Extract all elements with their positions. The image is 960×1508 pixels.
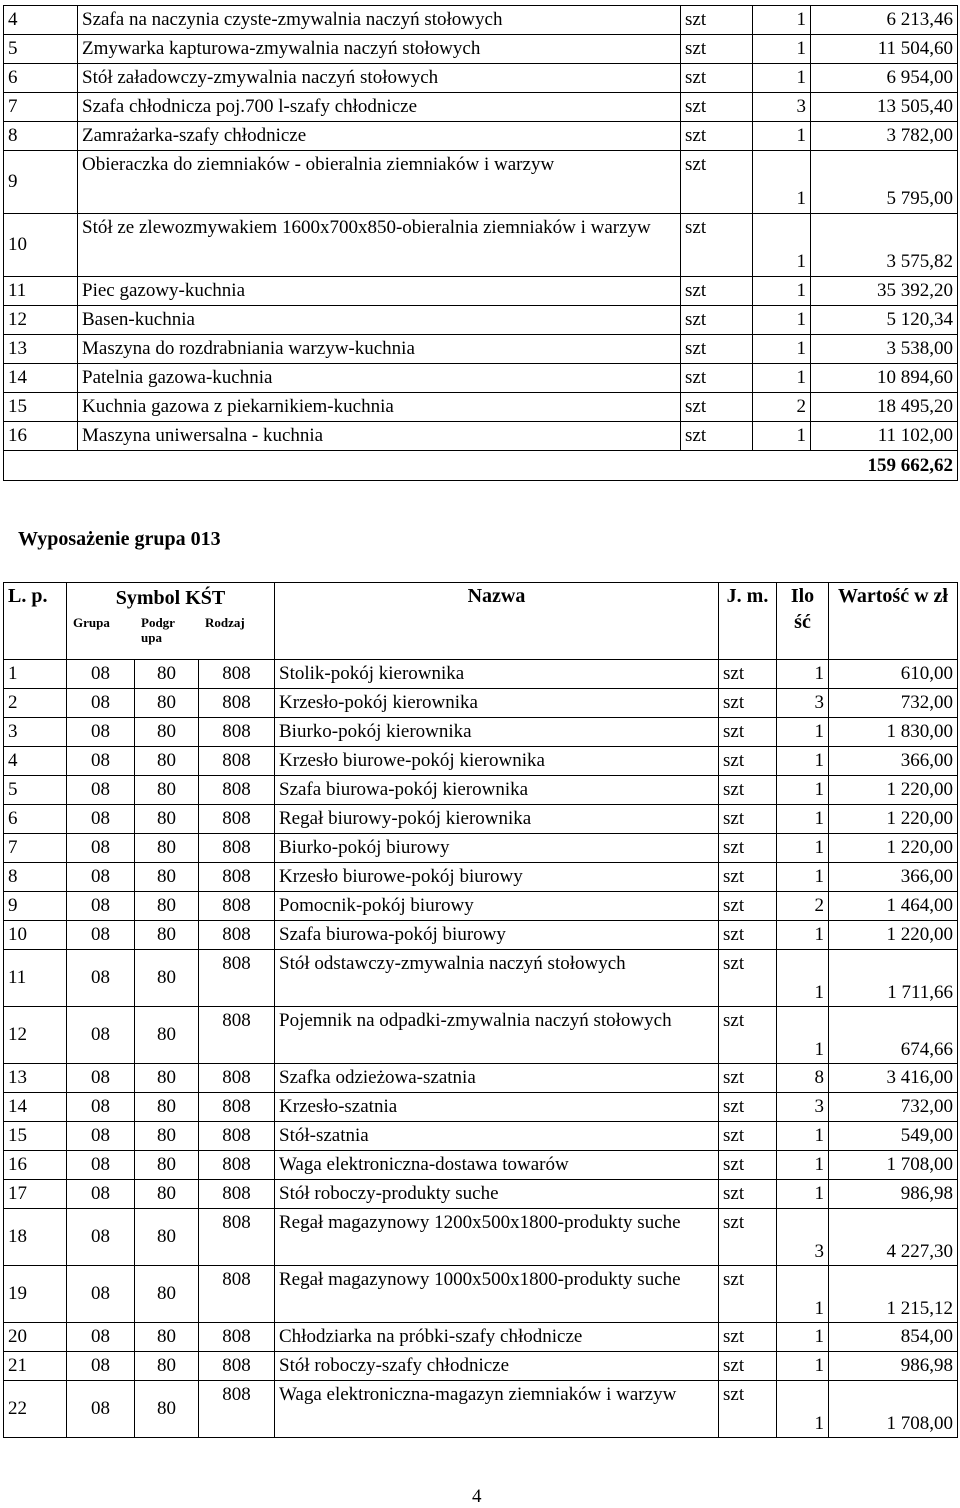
podgrupa-code: 80 [135, 776, 199, 805]
quantity: 1 [753, 35, 811, 64]
grupa-code: 08 [67, 1323, 135, 1352]
quantity: 1 [777, 1352, 829, 1381]
item-name: Chłodziarka na próbki-szafy chłodnicze [275, 1323, 719, 1352]
grupa-code: 08 [67, 1151, 135, 1180]
table-row [4, 747, 958, 776]
rodzaj-code: 808 [199, 1064, 275, 1093]
grupa-code: 08 [67, 1007, 135, 1064]
rodzaj-code: 808 [199, 950, 275, 1007]
quantity: 1 [777, 805, 829, 834]
quantity: 1 [753, 277, 811, 306]
item-name: Szafa chłodnicza poj.700 l-szafy chłodnicze [78, 93, 681, 122]
item-name: Krzesło-pokój kierownika [275, 689, 719, 718]
rodzaj-code: 808 [199, 892, 275, 921]
value: 6 954,00 [811, 64, 958, 93]
item-name: Krzesło biurowe-pokój biurowy [275, 863, 719, 892]
table-row [4, 921, 958, 950]
item-name: Krzesło biurowe-pokój kierownika [275, 747, 719, 776]
grupa-code: 08 [67, 1064, 135, 1093]
row-number: 15 [4, 393, 78, 422]
row-number: 12 [4, 1007, 67, 1064]
rodzaj-code: 808 [199, 1007, 275, 1064]
value: 3 416,00 [829, 1064, 958, 1093]
quantity: 1 [777, 834, 829, 863]
value: 986,98 [829, 1180, 958, 1209]
quantity: 2 [753, 393, 811, 422]
value: 674,66 [829, 1007, 958, 1064]
row-number: 3 [4, 718, 67, 747]
podgrupa-code: 80 [135, 1093, 199, 1122]
unit: szt [681, 122, 753, 151]
value: 1 215,12 [829, 1266, 958, 1323]
podgrupa-code: 80 [135, 1266, 199, 1323]
quantity: 1 [753, 6, 811, 35]
unit: szt [719, 1180, 777, 1209]
quantity: 1 [777, 1007, 829, 1064]
rodzaj-code: 808 [199, 776, 275, 805]
table-row [4, 1064, 958, 1093]
item-name: Kuchnia gazowa z piekarnikiem-kuchnia [78, 393, 681, 422]
row-number: 9 [4, 151, 78, 214]
item-name: Pojemnik na odpadki-zmywalnia naczyń stołowych [275, 1007, 719, 1064]
table-row [4, 834, 958, 863]
grupa-code: 08 [67, 689, 135, 718]
table-row [4, 64, 958, 93]
unit: szt [681, 364, 753, 393]
row-number: 15 [4, 1122, 67, 1151]
item-name: Stół-szatnia [275, 1122, 719, 1151]
row-number: 14 [4, 364, 78, 393]
rodzaj-code: 808 [199, 747, 275, 776]
podgrupa-code: 80 [135, 689, 199, 718]
item-name: Zmywarka kapturowa-zmywalnia naczyń stołowych [78, 35, 681, 64]
quantity: 1 [777, 1180, 829, 1209]
row-number: 18 [4, 1209, 67, 1266]
grupa-code: 08 [67, 776, 135, 805]
quantity: 1 [753, 422, 811, 451]
grupa-code: 08 [67, 1352, 135, 1381]
value: 18 495,20 [811, 393, 958, 422]
grupa-code: 08 [67, 1122, 135, 1151]
quantity: 1 [777, 1151, 829, 1180]
value: 610,00 [829, 660, 958, 689]
grupa-code: 08 [67, 892, 135, 921]
row-number: 9 [4, 892, 67, 921]
row-number: 8 [4, 863, 67, 892]
podgrupa-code: 80 [135, 660, 199, 689]
value: 549,00 [829, 1122, 958, 1151]
equipment-group-013-body [4, 660, 958, 1438]
quantity: 2 [777, 892, 829, 921]
unit: szt [681, 335, 753, 364]
quantity: 1 [753, 214, 811, 277]
row-number: 21 [4, 1352, 67, 1381]
equipment-table-body [4, 6, 958, 481]
value: 732,00 [829, 689, 958, 718]
item-name: Biurko-pokój kierownika [275, 718, 719, 747]
section-title: Wyposażenie grupa 013 [18, 528, 221, 550]
table-row [4, 863, 958, 892]
quantity: 3 [777, 689, 829, 718]
quantity: 3 [777, 1209, 829, 1266]
table-row [4, 718, 958, 747]
quantity: 1 [753, 364, 811, 393]
rodzaj-code: 808 [199, 1209, 275, 1266]
podgrupa-code: 80 [135, 747, 199, 776]
value: 3 538,00 [811, 335, 958, 364]
value: 4 227,30 [829, 1209, 958, 1266]
table-row [4, 1352, 958, 1381]
value: 1 830,00 [829, 718, 958, 747]
row-number: 5 [4, 776, 67, 805]
unit: szt [719, 921, 777, 950]
unit: szt [681, 306, 753, 335]
grupa-code: 08 [67, 660, 135, 689]
row-number: 7 [4, 93, 78, 122]
item-name: Obieraczka do ziemniaków - obieralnia ziemniaków i warzyw [78, 151, 681, 214]
equipment-table-continued [3, 5, 958, 481]
table-row [4, 1180, 958, 1209]
podgrupa-code: 80 [135, 834, 199, 863]
value: 3 575,82 [811, 214, 958, 277]
unit: szt [719, 1093, 777, 1122]
item-name: Zamrażarka-szafy chłodnicze [78, 122, 681, 151]
value: 11 504,60 [811, 35, 958, 64]
quantity: 1 [777, 863, 829, 892]
podgrupa-code: 80 [135, 1323, 199, 1352]
value: 3 782,00 [811, 122, 958, 151]
value: 366,00 [829, 747, 958, 776]
item-name: Stół załadowczy-zmywalnia naczyń stołowych [78, 64, 681, 93]
rodzaj-code: 808 [199, 1266, 275, 1323]
row-number: 7 [4, 834, 67, 863]
table-row [4, 1093, 958, 1122]
unit: szt [681, 277, 753, 306]
item-name: Waga elektroniczna-dostawa towarów [275, 1151, 719, 1180]
unit: szt [719, 805, 777, 834]
unit: szt [681, 422, 753, 451]
rodzaj-code: 808 [199, 1323, 275, 1352]
podgrupa-code: 80 [135, 950, 199, 1007]
rodzaj-code: 808 [199, 863, 275, 892]
grupa-code: 08 [67, 718, 135, 747]
unit: szt [719, 1381, 777, 1438]
table-row [4, 122, 958, 151]
item-name: Stół ze zlewozmywakiem 1600x700x850-obieralnia ziemniaków i warzyw [78, 214, 681, 277]
row-number: 10 [4, 921, 67, 950]
rodzaj-code: 808 [199, 718, 275, 747]
unit: szt [719, 1352, 777, 1381]
header-symbol [67, 583, 275, 660]
grupa-code: 08 [67, 747, 135, 776]
unit: szt [681, 393, 753, 422]
podgrupa-code: 80 [135, 1064, 199, 1093]
row-number: 12 [4, 306, 78, 335]
podgrupa-code: 80 [135, 1180, 199, 1209]
header-rodzaj: Rodzaj [205, 615, 245, 630]
page-number: 4 [472, 1486, 482, 1507]
item-name: Basen-kuchnia [78, 306, 681, 335]
header-wartosc: Wartość w zł [829, 583, 958, 660]
value: 1 711,66 [829, 950, 958, 1007]
rodzaj-code: 808 [199, 1180, 275, 1209]
row-number: 11 [4, 277, 78, 306]
value: 5 795,00 [811, 151, 958, 214]
value: 732,00 [829, 1093, 958, 1122]
item-name: Szafka odzieżowa-szatnia [275, 1064, 719, 1093]
quantity: 1 [777, 1381, 829, 1438]
row-number: 5 [4, 35, 78, 64]
quantity: 1 [777, 950, 829, 1007]
value: 1 220,00 [829, 834, 958, 863]
quantity: 1 [777, 921, 829, 950]
quantity: 1 [777, 1323, 829, 1352]
table-row [4, 950, 958, 1007]
quantity: 1 [753, 64, 811, 93]
table-row [4, 277, 958, 306]
item-name: Regał magazynowy 1200x500x1800-produkty suche [275, 1209, 719, 1266]
item-name: Szafa biurowa-pokój kierownika [275, 776, 719, 805]
row-number: 4 [4, 747, 67, 776]
unit: szt [719, 1064, 777, 1093]
item-name: Maszyna uniwersalna - kuchnia [78, 422, 681, 451]
table-header-row [4, 583, 958, 660]
value: 35 392,20 [811, 277, 958, 306]
podgrupa-code: 80 [135, 892, 199, 921]
table-row [4, 335, 958, 364]
podgrupa-code: 80 [135, 1381, 199, 1438]
table-row [4, 364, 958, 393]
value: 1 220,00 [829, 776, 958, 805]
unit: szt [719, 1323, 777, 1352]
table-row [4, 1209, 958, 1266]
row-number: 11 [4, 950, 67, 1007]
unit: szt [719, 834, 777, 863]
quantity: 8 [777, 1064, 829, 1093]
row-number: 19 [4, 1266, 67, 1323]
row-number: 6 [4, 805, 67, 834]
item-name: Stół roboczy-produkty suche [275, 1180, 719, 1209]
table-row [4, 93, 958, 122]
equipment-group-013-table [3, 582, 958, 1438]
table-row [4, 422, 958, 451]
item-name: Stół odstawczy-zmywalnia naczyń stołowych [275, 950, 719, 1007]
unit: szt [719, 660, 777, 689]
unit: szt [719, 950, 777, 1007]
table-row [4, 393, 958, 422]
grupa-code: 08 [67, 1180, 135, 1209]
unit: szt [719, 718, 777, 747]
grupa-code: 08 [67, 1381, 135, 1438]
unit: szt [681, 64, 753, 93]
unit: szt [719, 776, 777, 805]
podgrupa-code: 80 [135, 1151, 199, 1180]
row-number: 16 [4, 1151, 67, 1180]
grupa-code: 08 [67, 1209, 135, 1266]
podgrupa-code: 80 [135, 805, 199, 834]
item-name: Krzesło-szatnia [275, 1093, 719, 1122]
table-row [4, 306, 958, 335]
value: 854,00 [829, 1323, 958, 1352]
table-row [4, 1323, 958, 1352]
value: 10 894,60 [811, 364, 958, 393]
row-number: 1 [4, 660, 67, 689]
quantity: 3 [777, 1093, 829, 1122]
unit: szt [719, 689, 777, 718]
header-ilosc: Ilo ść [777, 583, 829, 660]
total-row [4, 451, 958, 481]
unit: szt [719, 1007, 777, 1064]
table-row [4, 776, 958, 805]
grupa-code: 08 [67, 834, 135, 863]
podgrupa-code: 80 [135, 718, 199, 747]
value: 1 708,00 [829, 1381, 958, 1438]
rodzaj-code: 808 [199, 1093, 275, 1122]
podgrupa-code: 80 [135, 1122, 199, 1151]
table-row [4, 6, 958, 35]
grupa-code: 08 [67, 805, 135, 834]
header-nazwa: Nazwa [275, 583, 719, 660]
table-row [4, 689, 958, 718]
row-number: 10 [4, 214, 78, 277]
podgrupa-code: 80 [135, 1352, 199, 1381]
grupa-code: 08 [67, 1266, 135, 1323]
table-row [4, 1381, 958, 1438]
header-grupa: Grupa [73, 615, 110, 630]
total-value: 159 662,62 [4, 451, 958, 481]
table-row [4, 1151, 958, 1180]
item-name: Waga elektroniczna-magazyn ziemniaków i warzyw [275, 1381, 719, 1438]
rodzaj-code: 808 [199, 689, 275, 718]
table-row [4, 151, 958, 214]
value: 5 120,34 [811, 306, 958, 335]
row-number: 6 [4, 64, 78, 93]
rodzaj-code: 808 [199, 921, 275, 950]
value: 6 213,46 [811, 6, 958, 35]
table-row [4, 1007, 958, 1064]
unit: szt [719, 1122, 777, 1151]
row-number: 14 [4, 1093, 67, 1122]
unit: szt [719, 1209, 777, 1266]
header-lp: L. p. [4, 583, 67, 660]
unit: szt [719, 892, 777, 921]
item-name: Patelnia gazowa-kuchnia [78, 364, 681, 393]
item-name: Biurko-pokój biurowy [275, 834, 719, 863]
item-name: Stół roboczy-szafy chłodnicze [275, 1352, 719, 1381]
unit: szt [681, 6, 753, 35]
unit: szt [719, 747, 777, 776]
row-number: 20 [4, 1323, 67, 1352]
quantity: 1 [753, 122, 811, 151]
rodzaj-code: 808 [199, 834, 275, 863]
unit: szt [719, 863, 777, 892]
quantity: 1 [753, 151, 811, 214]
podgrupa-code: 80 [135, 863, 199, 892]
grupa-code: 08 [67, 921, 135, 950]
table-row [4, 1122, 958, 1151]
quantity: 1 [777, 1266, 829, 1323]
value: 1 708,00 [829, 1151, 958, 1180]
grupa-code: 08 [67, 950, 135, 1007]
row-number: 8 [4, 122, 78, 151]
row-number: 4 [4, 6, 78, 35]
unit: szt [719, 1266, 777, 1323]
row-number: 13 [4, 1064, 67, 1093]
rodzaj-code: 808 [199, 660, 275, 689]
value: 1 464,00 [829, 892, 958, 921]
row-number: 22 [4, 1381, 67, 1438]
table-row [4, 1266, 958, 1323]
table-row [4, 660, 958, 689]
item-name: Pomocnik-pokój biurowy [275, 892, 719, 921]
podgrupa-code: 80 [135, 921, 199, 950]
table-row [4, 892, 958, 921]
rodzaj-code: 808 [199, 1122, 275, 1151]
quantity: 1 [777, 660, 829, 689]
table-row [4, 214, 958, 277]
rodzaj-code: 808 [199, 1151, 275, 1180]
value: 13 505,40 [811, 93, 958, 122]
quantity: 1 [777, 718, 829, 747]
quantity: 1 [777, 1122, 829, 1151]
unit: szt [681, 151, 753, 214]
value: 366,00 [829, 863, 958, 892]
grupa-code: 08 [67, 863, 135, 892]
table-row [4, 805, 958, 834]
grupa-code: 08 [67, 1093, 135, 1122]
quantity: 1 [777, 747, 829, 776]
item-name: Stolik-pokój kierownika [275, 660, 719, 689]
row-number: 2 [4, 689, 67, 718]
rodzaj-code: 808 [199, 1352, 275, 1381]
quantity: 1 [777, 776, 829, 805]
value: 1 220,00 [829, 805, 958, 834]
item-name: Szafa na naczynia czyste-zmywalnia naczyń stołowych [78, 6, 681, 35]
row-number: 16 [4, 422, 78, 451]
value: 11 102,00 [811, 422, 958, 451]
quantity: 3 [753, 93, 811, 122]
unit: szt [719, 1151, 777, 1180]
rodzaj-code: 808 [199, 1381, 275, 1438]
quantity: 1 [753, 335, 811, 364]
item-name: Maszyna do rozdrabniania warzyw-kuchnia [78, 335, 681, 364]
item-name: Szafa biurowa-pokój biurowy [275, 921, 719, 950]
item-name: Piec gazowy-kuchnia [78, 277, 681, 306]
item-name: Regał biurowy-pokój kierownika [275, 805, 719, 834]
value: 1 220,00 [829, 921, 958, 950]
unit: szt [681, 35, 753, 64]
rodzaj-code: 808 [199, 805, 275, 834]
unit: szt [681, 214, 753, 277]
quantity: 1 [753, 306, 811, 335]
podgrupa-code: 80 [135, 1209, 199, 1266]
podgrupa-code: 80 [135, 1007, 199, 1064]
header-jm: J. m. [719, 583, 777, 660]
table-row [4, 35, 958, 64]
header-symbol-title: Symbol KŚT [115, 587, 226, 609]
value: 986,98 [829, 1352, 958, 1381]
header-podgrupa: Podgr upa [141, 615, 175, 645]
row-number: 17 [4, 1180, 67, 1209]
unit: szt [681, 93, 753, 122]
item-name: Regał magazynowy 1000x500x1800-produkty suche [275, 1266, 719, 1323]
row-number: 13 [4, 335, 78, 364]
